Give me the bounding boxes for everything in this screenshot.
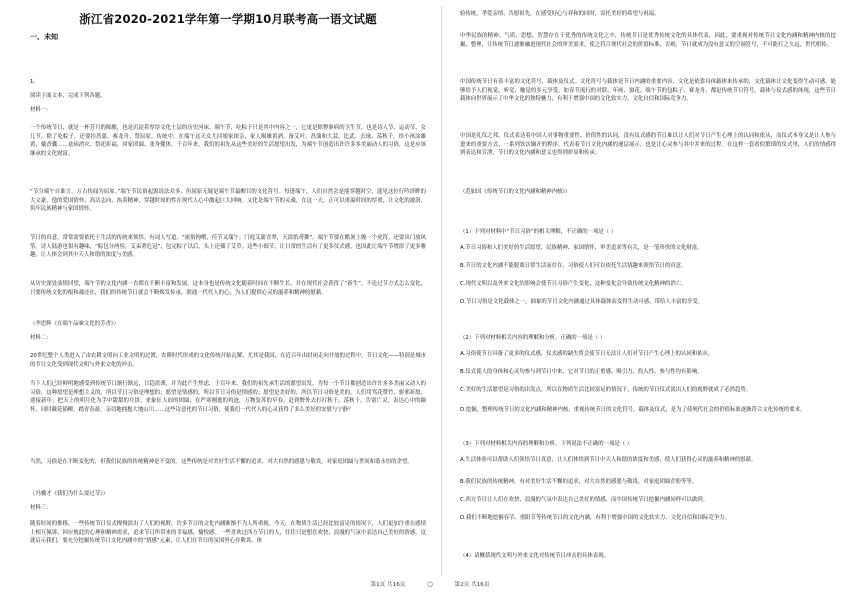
page-footer [0,580,860,588]
question-2-option-d: D.挖掘、整理传统节日的文化内涵和精神内核，重视传统节日的文化符号，载体及仪式，是为了使现代社会的价值标准逐渐符合文化传统的要求。 [460,407,806,413]
question-2-option-a: A.习俗使节日具备了更多的仪式感，仪式感的缺失将会使节日无法让人们对节日产生心理上的认同和依从。 [460,351,714,357]
question-3-option-b: B.我们民族的传统精神，有对美好生活不懈的追求，对大自然的感恩与敬畏，对家庭团圆企盼等等。 [460,479,698,485]
question-4-stem: （4）请概括现代文明与外来文化对传统节日冲击的具体表现。 [460,553,609,559]
instruction: 阅读下面文本，完成下列各题。 [30,93,106,99]
material-2-label: 材料二： [30,335,52,341]
question-1-option-a: A.节日习俗和人们美好的生活愿望、民族精神、家国情怀、审美追求等有关，是一笔珍贵的文化财富。 [460,245,703,251]
material-2-paragraph-2: 当下人们已经鲜明地感受到传统节日渐行渐远，日趋淡薄，并为此产生焦虑，于百年来，我们的祖先承生活的愿望出发，为每一个节日都创造出许许多多美丽又动人的习俗，这种愿望是理想主义的，所以节日习俗是理想的；愿望是情感的，所以节日习俗是情感的；愿望是美好的，所以节日习俗是美的。人们用骂花赞竹，驱邪祈愿，迎接新年；把天上的明月化为手中甜甜的月饼，来象征人间的团圆；在严寒刚逝的鸡迹，万物复苏的早春，赶到野外去打打秋千、荡秋千，告别亡灵，表达心中的缅怀，同时戴花插柳，踏青春游，亲切地拥抱大地山川……这些诗意化的节日习俗，使我们一代代人的心灵获得了多么美好的安慰与宁静？ [30,381,426,413]
material-3-paragraph-1: 随着时间的推移，一些传统节日仪式慢慢淡出了人们的视野，许多节日的文化内涵渐渐不为人所重视。今天，在物质生活已经比较富足的情况下，人们更加注重在感情上相互倾诉、回应彼此的心理和精神需求，追求节日所带来的幸福感、愉悦感。一些喜欢过西方节日的人，往往只是想在欢快、浪漫的气氛中表达自己美好的情感，这就启示我们，要充分挖掘传统节日文化内涵中的“情感”元素，让人们在节日的氛围里心存敬畏、体 [30,521,426,545]
question-2-option-b: B.仪式使人的身体和心灵均参与到节日中来，它对节日的正重感、吸引力、投入性、参与性均有影响。 [460,369,703,375]
question-1-option-b: B.节日的文化内涵不能脱离日常生活而存在，习俗使人们可以依托生活情趣来领悟节日的真意。 [460,263,687,269]
material-1-paragraph-4: 从历史深处演情回望，端午节的文化内涵一直都在不断丰富和发展。这本身也是传统文化随着时间在不断生长，并在现代社会获得了“新生”。不论过节方式怎么变化，只要传统文化的根和魂还在，我们的传统节日就会不断焕发传承，联通一代代人的心，为人们提供心灵的滋养和精神的慰藉。 [30,281,426,296]
question-3-option-c: C.西方节日让人们在欢快、浪漫的气氛中表达自己美好的情感，而中国传统节日挖掘内涵同样可以做到。 [460,497,709,503]
material-1-paragraph-3: 节日的真意，常常需要依托于生活的传统来领悟。有词人写道，“流俗徇嗜，佳节又端午。门庭艾蒲青翠，天淡纸鸢舞”。端午节要在酷暑上缠一个虎符，还要出门放风筝。诗人陆游也很有趣味，“粽包分两髻，艾束著危冠”，包完粽子以后，头上还插了艾草。这些小细节，让日常的生活有了更多仪式感，也因此让端午节增添了更多雅趣，让人体会到其中天人和谐的浓度与美感。 [30,235,426,259]
question-1-option-d: D.节日习俗是文化载体之一，抽象的节日文化内涵通过具体载体而变得生动可感，带给人丰富的享受。 [460,299,704,305]
material-3-paragraph-2: 中华民族的精神、气质、思想，智慧存在于优秀的传统文化之中，传统节日是优秀传统文化的具体代表，因此，要重视对传统节日文化内涵和精神内核的挖掘、整理，让传统节日逐渐融进现代社会的审美需求，使之符合现代社会的价值标准，否则，节日就成为没有意义的空洞符号，不可能打之久远，世代相传。 [460,33,836,48]
question-1-option-c: C.现代文明以及外来文化的影响会使节日习俗产生变化，这种变化会导致传统文化精神的消亡。 [460,281,687,287]
section-heading: 一、未知 [30,33,58,41]
material-1-paragraph-1: 一个传统节日，就是一杯芳月的陈酿，也是沉淀着厚厚文化土层的历史河床。端午节，吃粽子只是其中内容之一，它更是除秽驱病的卫生节，也是诗人节、运动节、女儿节，除了吃粽子，还要挂菖蒲、赛龙舟、祭屈原。传统中，在端午这天女儿回娘家探亲，家人喝雄黄酒，备艾叶、菖蒲和大蒜，比武、击球、荡秋千，给小孩涂雄黄、戴香囊……祛病消灾、祭祀祈福、回家团圆、张身健体，千百年来，我们的祖先从这些美好的生活愿望出发，为端午节创造出许许多多美丽动人的习俗，这是应该继承的文化财富。 [30,125,426,157]
page-number-right: 第2页 共16页 [454,582,490,588]
question-2-stem: （2）下列对材料相关内容的理解和分析，正确的一项是（ ） [460,335,606,341]
material-1-label: 材料一： [30,107,52,113]
page-separator-circle: ○ [427,580,433,588]
question-2-option-c: C.美好的生活愿望是习俗的出发点，所以在物质生活比较富足的情况下，传统的节日仪式淡出人们的视野就成了必然趋势。 [460,387,752,393]
material-3-continued: 验传统，孝爱亲情、告慰祖先，在感受好心与祥和的同时，寄托美好的希望与祝福。 [460,11,660,17]
material-3-source: （范如国《传统节日的文化内涵和精神内核》） [460,189,571,195]
question-number: 1. [30,79,36,85]
material-2-paragraph-3: 当然，习俗是在不断变化的，但我们民族的传统精神是不变的。这些传统是对美好生活不懈的追求，对大自然的感恩与敬畏，对家庭团圆与世间和谐永恒的企望。 [30,459,413,465]
document-title: 浙江省2020-2021学年第一学期10月联考高一语文试题 [79,12,377,26]
material-2-source: （冯骥才《我们为什么要过节》） [30,491,109,497]
question-3-stem: （3）下列对材料相关内容的理解和分析，下列说法不正确的一项是（ ） [460,441,633,447]
column-divider [441,6,442,576]
material-2-paragraph-1: 20世纪整个人类进入了由农耕文明向工业文明的过渡，农耕时代形成的文化传统开始瓦解，尤其是我国，在近百年由封闭走向开放的过程中，节日文化——特别是城市的节日文化受到现代文明与外来文化的冲击。 [30,353,426,368]
material-1-source: （李思辉《在端午品味文化的芳香》） [30,321,119,327]
material-1-paragraph-2: “节分端午自谁言，万古传闻为屈原。”端午节民俗起源说法众多，但屈原无疑是端午节最醒目的文化符号。每逢端午，人们自然会是能穿越时空，遥见这位行吟泽畔的大文豪，他的爱国情怀、高洁志向、执着精神，穿越时间的性在现代人心中激起巨大回响。文化是端午节的灵魂，在这一天，正可以重温时间的厚重，让文化的滋润，筑牢民族精神与家国情怀。 [30,189,426,213]
question-3-option-d: D.我们不断地挖掘春节、重阳节等传统节日的文化内涵，有利于增强中国的文化软实力、文化自信和国际竞争力。 [460,515,731,521]
question-1-stem: （1）下列对材料中“节日习俗”的相关理解，不正确的一项是（ ） [460,229,617,235]
material-3-paragraph-4: 中国是礼仪之邦，仪式表达着中国人对事物重要性、价值性的认同，没有仪式感的节日难以让人们对节日产生心理上的认同和依从，而仪式本身又是让人参与进来的重要方式。一系列饮次娴开的程序，代表着节日文化内涵的递层展示，也是让心灵参与其中并来的过程。在这样一套看似繁琐的仪式里，人们的情感得到表达和宣泄，节日的文化内涵和意义也得到彰显和传承。 [460,133,836,157]
material-3-paragraph-3: 中国传统节日有着丰富的文化符号，载体及仪式。文化符号与载体是节日内涵的重要内容，文化是依靠具体载体来传承的，文化载体让文化变得生动可感，能够给予人们视觉、听觉、触觉的多元享受，如春节流行的对联、年画、窗花，端午节的包粽子、赛龙舟，都是传统节日符号，载体与仪式感的体现，这些节日载体向世界展示了中华文化的独特魅力，有利于增强中国的文化软实力、文化自信和国际竞争力。 [460,79,836,103]
question-3-option-a: A.生活体验可以帮助人们领悟节日真意，让人们体悟到节日中天人和谐的浓度和美感，使人们获得心灵的滋养和精神的慰藉。 [460,457,757,463]
material-3-label: 材料三： [30,505,52,511]
page-number-left: 第1页 共16页 [370,582,406,588]
